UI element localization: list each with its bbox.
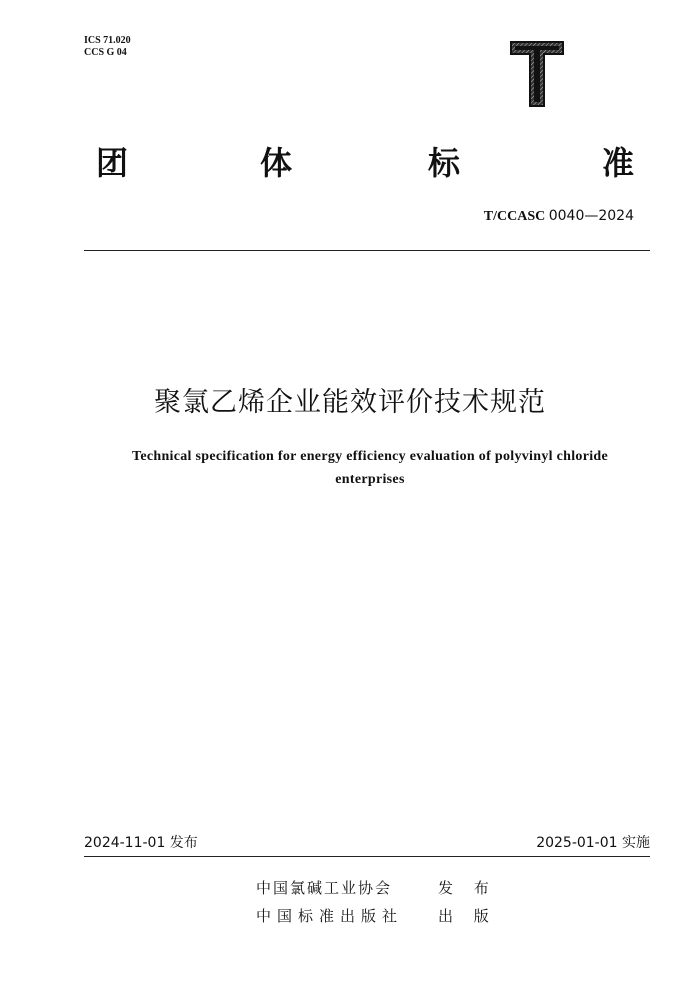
standard-number-value: 0040—2024 (548, 208, 634, 224)
bottom-divider (84, 856, 650, 857)
title-english (95, 445, 645, 491)
press-row (256, 905, 403, 926)
title-english-line: Technical specification for energy efficiency evaluation of polyvinyl chloride (131, 449, 609, 464)
standard-type-char: 标 (428, 144, 461, 182)
standard-type-logo (509, 40, 565, 108)
standard-type-char: 团 (96, 144, 129, 182)
press-name: 中国标准出版社 (256, 907, 404, 925)
standard-number-prefix: T/CCASC (483, 209, 546, 224)
ccs-code: CCS G 04 (84, 47, 127, 58)
press-action: 出 版 (438, 907, 497, 925)
classification-codes (84, 35, 131, 59)
release-date: 2024-11-01 发布 (84, 835, 198, 851)
title-chinese: 聚氯乙烯企业能效评价技术规范 (154, 387, 546, 418)
implementation-date: 2025-01-01 实施 (536, 835, 650, 851)
issuer-row (256, 877, 392, 898)
title-english-line: enterprises (335, 472, 405, 487)
top-divider (84, 250, 650, 251)
standard-type-heading (96, 138, 642, 188)
standard-number (484, 208, 634, 225)
standard-type-char: 体 (260, 144, 293, 182)
ics-code: ICS 71.020 (84, 35, 131, 46)
issuer-action: 发 布 (438, 879, 497, 897)
issuer-name: 中国氯碱工业协会 (256, 879, 393, 897)
standard-type-char: 准 (602, 144, 635, 182)
issuer-action-wrap (438, 877, 497, 898)
press-action-wrap (438, 905, 497, 926)
